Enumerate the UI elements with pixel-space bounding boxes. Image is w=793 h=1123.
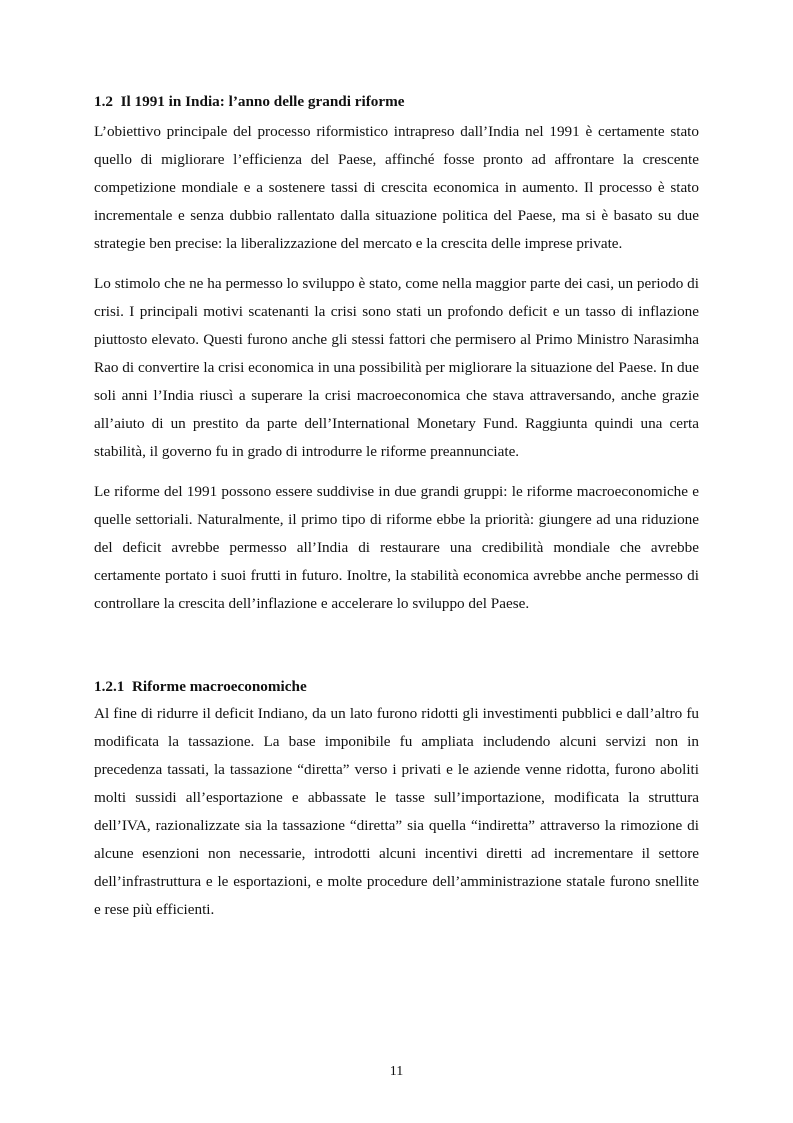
subsection-heading xyxy=(94,677,699,697)
section-paragraph-3: Le riforme del 1991 possono essere suddivise in due grandi gruppi: le riforme macroeconomiche e quelle settoriali. Naturalmente, il primo tipo di riforme ebbe la priorità: giungere ad una riduzione del deficit avrebbe permesso all’India di restaurare una credibilità mondiale che avrebbe certamente portato i suoi frutti in futuro. Inoltre, la stabilità economica avrebbe anche permesso di controllare la crescita dell’inflazione e accelerare lo sviluppo del Paese. xyxy=(94,483,699,612)
subsection-number: 1.2.1 xyxy=(94,678,125,695)
section-number: 1.2 xyxy=(94,93,113,110)
subsection-title: Riforme macroeconomiche xyxy=(131,678,307,695)
section-paragraph-2: Lo stimolo che ne ha permesso lo sviluppo è stato, come nella maggior parte dei casi, un periodo di crisi. I principali motivi scatenanti la crisi sono stati un profondo deficit e un tasso di inflazione piuttosto elevato. Questi furono anche gli stessi fattori che permisero al Primo Ministro Narasimha Rao di convertire la crisi economica in una possibilità per migliorare la situazione del Paese. In due soli anni l’India riuscì a superare la crisi macroeconomica che stava attraversando, anche grazie all’aiuto di un prestito da parte dell’International Monetary Fund. Raggiunta quindi una certa stabilità, il governo fu in grado di introdurre le riforme preannunciate. xyxy=(94,275,699,460)
page-content xyxy=(94,92,699,924)
section-paragraph-1: L’obiettivo principale del processo riformistico intrapreso dall’India nel 1991 è certamente stato quello di migliorare l’efficienza del Paese, affinché fosse pronto ad affrontare la crescente competizione mondiale e a sostenere tassi di crescita economica in aumento. Il processo è stato incrementale e senza dubbio rallentato dalla situazione politica del Paese, ma si è basato su due strategie ben precise: la liberalizzazione del mercato e la crescita delle imprese private. xyxy=(94,123,699,252)
subsection-paragraph-1: Al fine di ridurre il deficit Indiano, da un lato furono ridotti gli investimenti pubblici e dall’altro fu modificata la tassazione. La base imponibile fu ampliata includendo alcuni servizi non in precedenza tassati, la tassazione “diretta” verso i privati e le aziende venne ridotta, furono aboliti molti sussidi all’esportazione e abbassate le tasse sull’importazione, modificata la struttura dell’IVA, razionalizzate sia la tassazione “diretta” sia quella “indiretta” attraverso la rimozione di alcune esenzioni non necessarie, introdotti alcuni incentivi diretti ad incrementare il settore dell’infrastruttura e le esportazioni, e molte procedure dell’amministrazione statale furono snellite e rese più efficienti. xyxy=(94,705,699,918)
section-title: Il 1991 in India: l’anno delle grandi riforme xyxy=(120,93,405,110)
section-heading xyxy=(94,92,699,112)
page-number: 11 xyxy=(389,1064,404,1079)
